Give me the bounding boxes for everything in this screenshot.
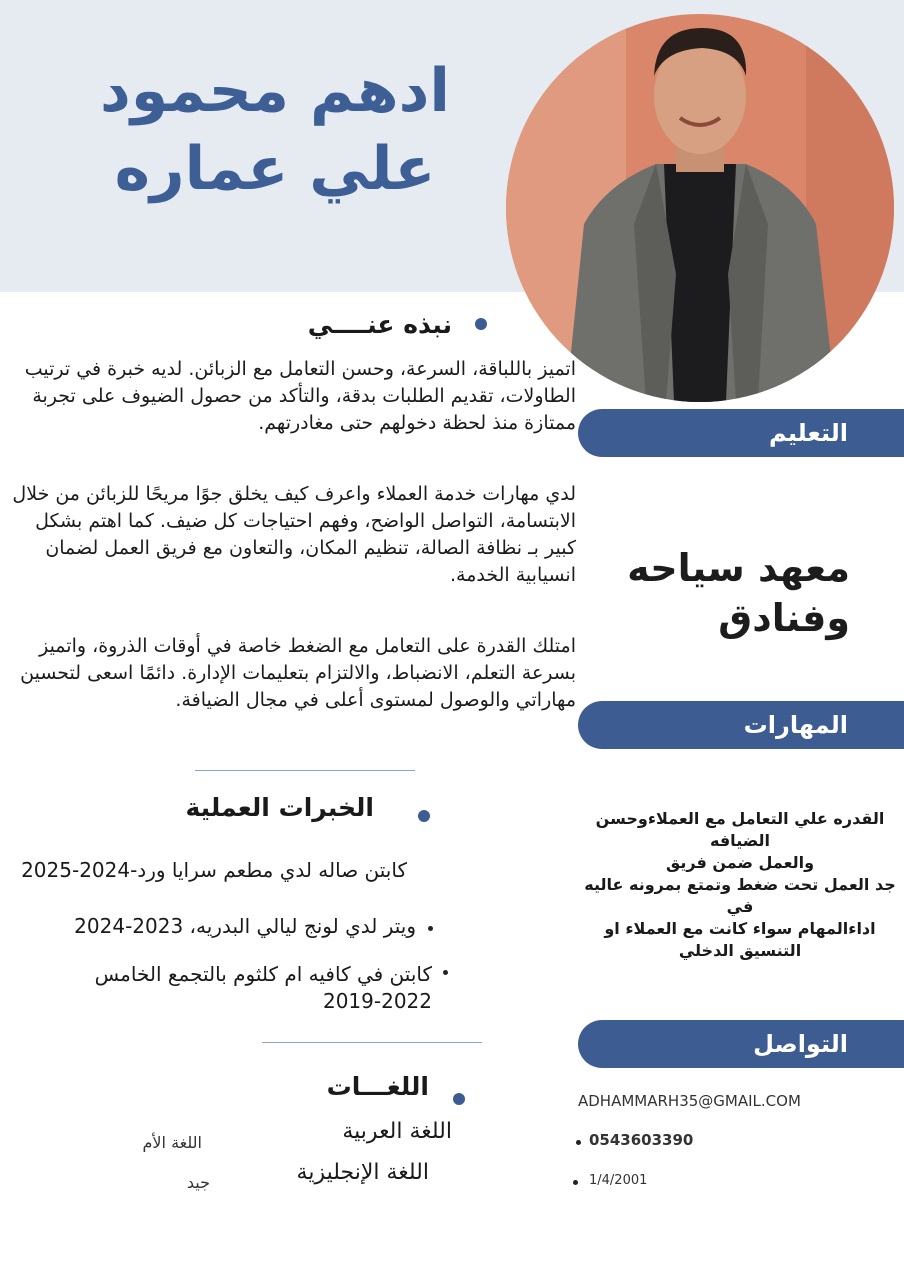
skills-list xyxy=(576,808,904,962)
about-paragraph-1: اتميز باللباقة، السرعة، وحسن التعامل مع الزبائن. لديه خبرة في ترتيب الطاولات، تقديم الطلبات بدقة، والتأكد من حصول الضيوف على تجربة ممتازة منذ لحظة دخولهم حتى مغادرتهم. xyxy=(24,358,576,434)
skill-line: في xyxy=(726,897,754,916)
experience-item-dates: 2019-2022 xyxy=(322,989,432,1013)
education-institute-line-1: معهد سياحه xyxy=(627,546,850,590)
skill-line: التنسيق الدخلي xyxy=(678,941,802,960)
experience-item: كابتن في كافيه ام كلثوم بالتجمع الخامس xyxy=(94,962,432,986)
skill-line: القدره علي التعامل مع العملاءوحسن xyxy=(595,809,885,828)
about-paragraph-3: امتلك القدرة على التعامل مع الضغط خاصة في أوقات الذروة، واتميز بسرعة التعلم، الانضباط، والالتزام بتعليمات الإدارة. دائمًا اسعى لتحسين مهاراتي والوصول لمستوى أعلى في مجال الضيافة. xyxy=(20,635,576,711)
contact-heading-label: التواصل xyxy=(753,1030,848,1058)
language-level: اللغة الأم xyxy=(142,1133,202,1152)
experience-item: كابتن صاله لدي مطعم سرايا ورد-2024-2025 xyxy=(21,858,407,882)
experience-heading: الخبرات العملية xyxy=(185,793,374,822)
about-paragraph-2: لدي مهارات خدمة العملاء واعرف كيف يخلق جوًا مريحًا للزبائن من خلال الابتسامة، التواصل الواضح، وفهم احتياجات كل ضيف. كما اهتم بشكل كبير بـ نظافة الصالة، تنظيم المكان، والتعاون مع فريق العمل لضمان انسيابية الخدمة. xyxy=(12,483,576,586)
contact-heading xyxy=(578,1020,904,1068)
divider-languages xyxy=(262,1042,482,1043)
languages-bullet xyxy=(453,1093,465,1105)
experience-item-bullet xyxy=(428,926,433,931)
education-heading xyxy=(578,409,904,457)
education-heading-label: التعليم xyxy=(769,419,848,447)
about-heading: نبذه عنــــي xyxy=(307,310,452,339)
language-name: اللغة العربية xyxy=(342,1119,452,1144)
about-bullet xyxy=(475,318,487,330)
phone-bullet xyxy=(576,1140,581,1145)
experience-bullet xyxy=(418,810,430,822)
skill-line: الضيافه xyxy=(710,831,770,850)
name-line-2: علي عماره xyxy=(114,134,436,204)
contact-birthdate: 1/4/2001 xyxy=(589,1173,648,1188)
language-level: جيد xyxy=(186,1173,210,1192)
skill-line: اداءالمهام سواء كانت مع العملاء او xyxy=(604,919,876,938)
name-line-1: ادهم محمود xyxy=(100,56,450,126)
experience-item: ويتر لدي لونج ليالي البدريه، 2023-2024 xyxy=(74,914,416,938)
experience-item-bullet xyxy=(443,970,448,975)
skill-line: جد العمل تحت ضغط وتمتع بمرونه عاليه xyxy=(584,875,896,894)
contact-email: ADHAMMARH35@GMAIL.COM xyxy=(578,1092,801,1110)
skill-line: والعمل ضمن فريق xyxy=(665,853,815,872)
birthdate-bullet xyxy=(573,1180,578,1185)
language-name: اللغة الإنجليزية xyxy=(296,1160,429,1185)
profile-photo xyxy=(506,14,894,402)
contact-phone: 0543603390 xyxy=(589,1131,694,1149)
skills-heading xyxy=(578,701,904,749)
languages-heading: اللغـــات xyxy=(326,1072,429,1101)
divider-experience xyxy=(195,770,415,771)
education-institute-line-2: وفنادق xyxy=(718,596,850,640)
skills-heading-label: المهارات xyxy=(743,711,848,739)
